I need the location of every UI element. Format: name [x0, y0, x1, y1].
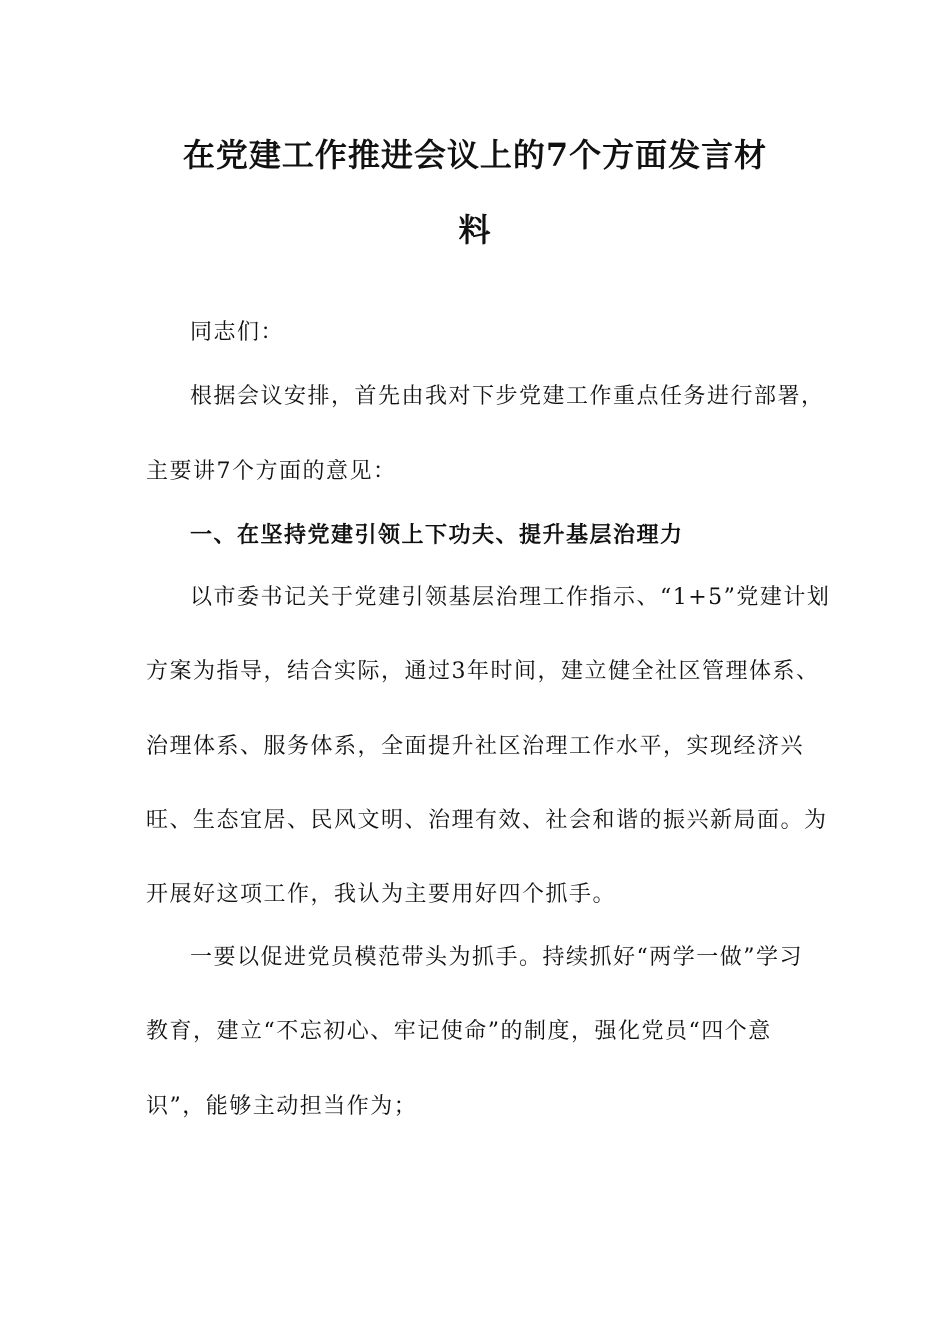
greeting: 同志们：	[190, 320, 285, 345]
paragraph-1-line-1: 以市委书记关于党建引领基层治理工作指示、“1+5”党建计划	[190, 585, 831, 610]
document-title-line-1: 在党建工作推进会议上的7个方面发言材	[182, 136, 768, 174]
intro-line-1: 根据会议安排，首先由我对下步党建工作重点任务进行部署，	[190, 384, 825, 409]
paragraph-1-line-3: 治理体系、服务体系，全面提升社区治理工作水平，实现经济兴	[146, 734, 805, 759]
paragraph-2-line-1: 一要以促进党员模范带头为抓手。持续抓好“两学一做”学习	[190, 945, 803, 970]
paragraph-1-line-4: 旺、生态宜居、民风文明、治理有效、社会和谐的振兴新局面。为	[146, 808, 828, 833]
intro-line-2: 主要讲7个方面的意见：	[146, 459, 397, 484]
document-title-line-2: 料	[458, 211, 492, 249]
paragraph-1-line-2: 方案为指导，结合实际，通过3年时间，建立健全社区管理体系、	[146, 659, 820, 684]
section-heading-1: 一、在坚持党建引领上下功夫、提升基层治理力	[190, 522, 684, 548]
paragraph-1-line-5: 开展好这项工作，我认为主要用好四个抓手。	[146, 882, 617, 907]
paragraph-2-line-3: 识”，能够主动担当作为；	[146, 1094, 418, 1119]
paragraph-2-line-2: 教育，建立“不忘初心、牢记使命”的制度，强化党员“四个意	[146, 1019, 772, 1044]
